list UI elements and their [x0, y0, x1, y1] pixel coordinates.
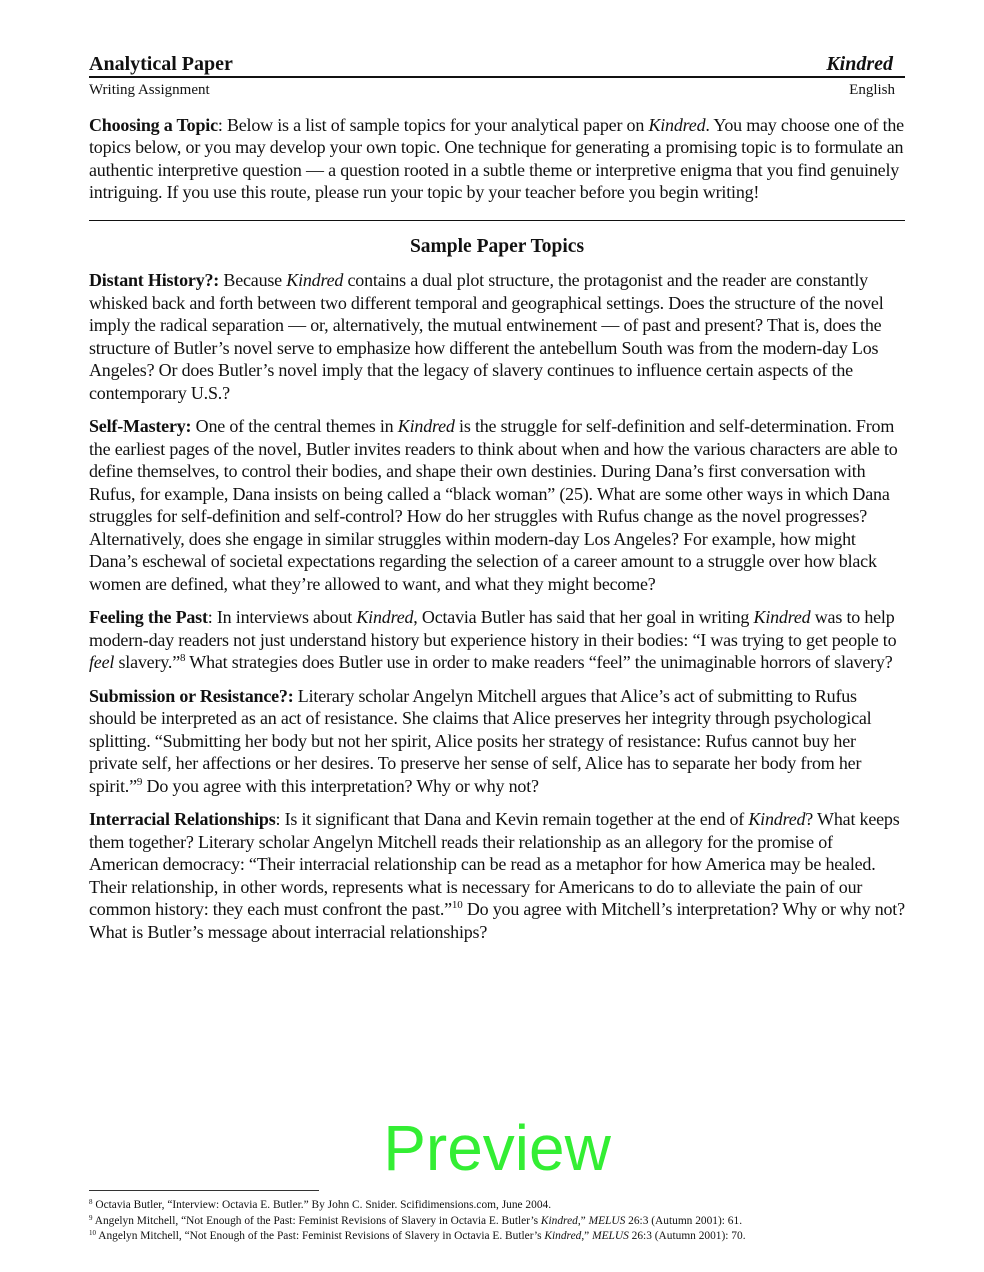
- footnote-text: ,”: [577, 1214, 589, 1227]
- footnote-8: [89, 1198, 746, 1214]
- footnote-italic: MELUS: [588, 1214, 626, 1227]
- footnote-ref[interactable]: 10: [451, 899, 463, 911]
- footnote-rule: [89, 1190, 319, 1191]
- topic-label: Submission or Resistance?:: [89, 685, 294, 706]
- topic-italic: Kindred: [753, 607, 811, 627]
- intro-paragraph: [89, 114, 905, 204]
- topic-label: Feeling the Past: [89, 607, 208, 627]
- topic-text: slavery.”: [114, 652, 180, 672]
- topic-text: Do you agree with Mitchell’s interpretation? Why or why not? What is Butler’s message about interracial relationships?: [89, 899, 905, 942]
- topic-text: contains a dual plot structure, the protagonist and the reader are constantly whisked back and forth between two different temporal and geographical settings. Does the structure of the novel imply the radical separation — or, alternatively, the mutual entwinement — of past and present? That is, does the structure of Butler’s novel serve to emphasize how different the antebellum South was from the modern-day Los Angeles? Or does Butler’s novel imply that the legacy of slavery continues to influence certain aspects of the contemporary U.S.?: [89, 270, 884, 403]
- footnote-9: [89, 1214, 746, 1230]
- footnote-ref[interactable]: 9: [136, 775, 143, 788]
- topic-label: Interracial Relationships: [89, 809, 276, 829]
- topic-text: One of the central themes in: [191, 416, 398, 436]
- topic-text: was to help modern-day readers not just understand history but experience history in their bodies: “I was trying to get people to: [89, 607, 897, 650]
- topic-text: Literary scholar Angelyn Mitchell argues that Alice’s act of submitting to Rufus should be interpreted as an act of resistance. She claims that Alice preserves her integrity through psychological splitting. “Submitting her body but not her spirit, Alice posits her strategy of resistance: Rufus cannot buy her private self, her affections or her desires. To preserve her sense of self, Alice has to separate her body from her spirit.”: [89, 685, 872, 796]
- topic-text: What strategies does Butler use in order to make readers “feel” the unimaginable horrors of slavery?: [185, 652, 893, 672]
- topic-self-mastery: [89, 415, 905, 595]
- footnote-italic: Kindred: [544, 1230, 582, 1242]
- topic-text: : In interviews about: [207, 607, 357, 627]
- topic-distant-history: [89, 269, 905, 404]
- intro-italic: Kindred: [648, 114, 706, 135]
- book-title: Kindred: [826, 53, 893, 75]
- footnote-text: 26:3 (Autumn 2001): 70.: [628, 1230, 746, 1242]
- header-rule: [89, 76, 905, 78]
- topic-italic: feel: [89, 652, 115, 672]
- topic-feeling-the-past: [89, 606, 905, 674]
- footnote-italic: MELUS: [592, 1230, 629, 1242]
- doc-title: Analytical Paper: [89, 53, 233, 75]
- topic-interracial-relationships: [89, 808, 905, 943]
- topic-label: Distant History?:: [89, 270, 220, 290]
- footnote-number: 9: [89, 1213, 93, 1222]
- topic-italic: Kindred: [397, 416, 455, 436]
- intro-text-2: . You may choose one of the topics below, or you may develop your own topic. One technique for generating a promising topic is to formulate an authentic interpretive question — a question rooted in a subtle theme or interpretive enigma that you find genuinely intriguing. If you use this route, please run your topic by your teacher before you begin writing!: [89, 114, 904, 202]
- footnote-italic: Kindred: [540, 1214, 578, 1227]
- footnote-10: [89, 1229, 746, 1245]
- topic-text: ? What keeps them together? Literary scholar Angelyn Mitchell reads their relationship as an allegory for the promise of American democracy: “Their interracial relationship can be read as a metaphor for how America may be healed. Their relationship, in other words, represents what is necessary for Americans to do to alleviate the pain of our common history: they each must confront the past.”: [89, 809, 900, 919]
- topic-text: : Is it significant that Dana and Kevin remain together at the end of: [275, 809, 749, 829]
- intro-text: : Below is a list of sample topics for your analytical paper on: [217, 114, 649, 135]
- footnote-ref[interactable]: 8: [180, 652, 186, 664]
- footnote-text: 26:3 (Autumn 2001): 61.: [625, 1214, 743, 1227]
- intro-label: Choosing a Topic: [89, 114, 218, 135]
- header-subtitle-row: [89, 80, 905, 100]
- topic-italic: Kindred: [356, 607, 414, 627]
- section-title: Sample Paper Topics: [409, 236, 585, 257]
- topic-text: Do you agree with this interpretation? Why or why not?: [142, 775, 539, 796]
- topic-label: Self-Mastery:: [89, 416, 192, 436]
- assignment-type: Writing Assignment: [89, 81, 210, 98]
- footnote-text: ,”: [581, 1230, 593, 1242]
- topic-submission-or-resistance: [89, 685, 905, 798]
- header: [89, 52, 905, 76]
- footnote-text: Angelyn Mitchell, “Not Enough of the Past: Feminist Revisions of Slavery in Octavia E. Butler’s: [96, 1230, 545, 1242]
- watermark-zone: [89, 1110, 905, 1186]
- footnote-text: Angelyn Mitchell, “Not Enough of the Past: Feminist Revisions of Slavery in Octavia E. Butler’s: [92, 1214, 541, 1227]
- topic-italic: Kindred: [748, 809, 806, 829]
- footnote-number: 8: [89, 1198, 93, 1206]
- topic-text: is the struggle for self-definition and self-determination. From the earliest pages of the novel, Butler invites readers to think about when and how the various characters are able to define themselves, to control their bodies, and shape their own destinies. During Dana’s first conversation with Rufus, for example, Dana insists on being called a “black woman” (25). What are some other ways in which Dana struggles for self-definition and self-control? How do her struggles with Rufus change as the novel progresses? Alternatively, does she engage in similar struggles within modern-day Los Angeles? For example, how might Dana’s eschewal of societal expectations regarding the selection of a career amount to a struggle over how black women are defined, what they’re allowed to want, and what they might become?: [89, 416, 898, 594]
- topic-text: , Octavia Butler has said that her goal in writing: [413, 607, 754, 627]
- footnote-text: Octavia Butler, “Interview: Octavia E. Butler.” By John C. Snider. Scifidimensions.com, June 2004.: [92, 1199, 552, 1211]
- footnote-number: 10: [89, 1229, 96, 1237]
- preview-watermark: Preview: [383, 1112, 611, 1184]
- section-divider: [89, 220, 905, 222]
- subject: English: [849, 81, 895, 98]
- footnotes: [89, 1198, 746, 1245]
- topic-text: Because: [219, 270, 287, 290]
- document-page: [89, 52, 905, 943]
- topic-italic: Kindred: [286, 270, 344, 290]
